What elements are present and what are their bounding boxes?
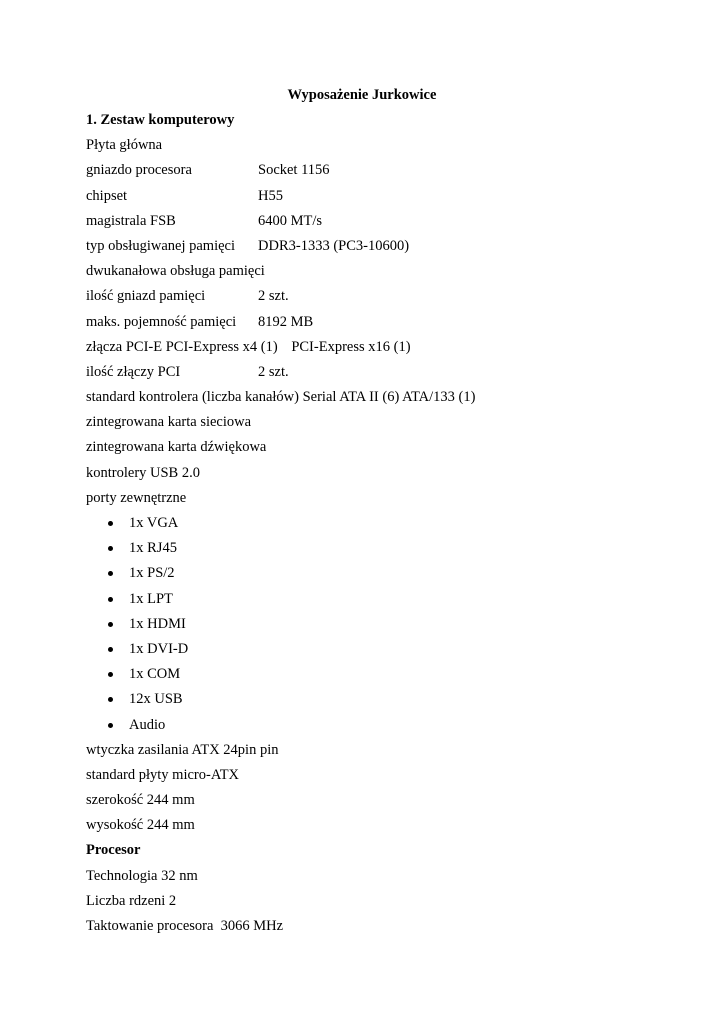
port-label: 1x VGA [129, 515, 179, 531]
list-item [86, 589, 686, 614]
bullet-icon [108, 697, 113, 702]
bullet-icon [108, 571, 113, 576]
processor-heading: Procesor [86, 842, 141, 859]
spec-label: maks. pojemność pamięci [86, 313, 237, 330]
power-plug-line: wtyczka zasilania ATX 24pin pin [86, 741, 279, 758]
document-title: Wyposażenie Jurkowice [287, 87, 437, 103]
spec-label: magistrala FSB [86, 212, 176, 229]
spec-label: ilość gniazd pamięci [86, 288, 206, 305]
spec-value: 8192 MB [258, 313, 314, 330]
bullet-icon [108, 723, 113, 728]
spec-value: H55 [258, 187, 283, 204]
spec-row [86, 211, 686, 236]
cores-line: Liczba rdzeni 2 [86, 892, 177, 909]
ports-list [86, 513, 686, 740]
spec-row [86, 236, 686, 261]
bullet-icon [108, 546, 113, 551]
motherboard-heading: Płyta główna [86, 137, 163, 154]
technology-line: Technologia 32 nm [86, 867, 198, 884]
port-label: Audio [129, 716, 166, 733]
height-line: wysokość 244 mm [86, 817, 195, 834]
spec-row [86, 186, 686, 211]
list-item [86, 513, 686, 538]
spec-label: typ obsługiwanej pamięci [86, 237, 235, 254]
spec-label: chipset [86, 187, 128, 204]
port-label: 1x PS/2 [129, 565, 175, 582]
dual-channel-line: dwukanałowa obsługa pamięci [86, 263, 265, 280]
bullet-icon [108, 622, 113, 627]
spec-value: DDR3-1333 (PC3-10600) [258, 237, 410, 254]
usb-controllers-line: kontrolery USB 2.0 [86, 464, 200, 481]
spec-row [86, 160, 686, 185]
list-item [86, 715, 686, 740]
spec-row [86, 362, 686, 387]
spec-label: gniazdo procesora [86, 162, 192, 179]
bullet-icon [108, 521, 113, 526]
spec-value: 2 szt. [258, 363, 289, 380]
port-label: 12x USB [129, 691, 183, 708]
document-body [86, 110, 686, 941]
list-item [86, 689, 686, 714]
list-item [86, 538, 686, 563]
pcie-row [86, 337, 686, 362]
port-label: 1x RJ45 [129, 540, 177, 557]
port-label: 1x COM [129, 666, 181, 683]
pcie-label: złącza PCI-E [86, 338, 163, 355]
list-item [86, 614, 686, 639]
network-card-line: zintegrowana karta sieciowa [86, 414, 252, 431]
form-factor-line: standard płyty micro-ATX [86, 766, 240, 783]
bullet-icon [108, 647, 113, 652]
list-item [86, 639, 686, 664]
port-label: 1x DVI-D [129, 640, 189, 657]
spec-value: 2 szt. [258, 288, 289, 305]
list-item [86, 563, 686, 588]
clock-line: Taktowanie procesora 3066 MHz [86, 918, 284, 934]
controller-line: standard kontrolera (liczba kanałów) Serial ATA II (6) ATA/133 (1) [86, 389, 476, 406]
sound-card-line: zintegrowana karta dźwiękowa [86, 439, 267, 456]
spec-value: Socket 1156 [258, 162, 330, 179]
section-heading: 1. Zestaw komputerowy [86, 112, 235, 128]
spec-row [86, 312, 686, 337]
pcie-value-x4: PCI-Express x4 (1) [165, 338, 278, 355]
port-label: 1x LPT [129, 590, 173, 607]
bullet-icon [108, 672, 113, 677]
bullet-icon [108, 597, 113, 602]
spec-label: ilość złączy PCI [86, 363, 181, 380]
port-label: 1x HDMI [129, 615, 186, 632]
pcie-value-x16: PCI-Express x16 (1) [291, 338, 411, 355]
width-line: szerokość 244 mm [86, 792, 195, 809]
ports-heading: porty zewnętrzne [86, 489, 187, 506]
list-item [86, 664, 686, 689]
spec-row [86, 286, 686, 311]
spec-value: 6400 MT/s [258, 212, 323, 229]
